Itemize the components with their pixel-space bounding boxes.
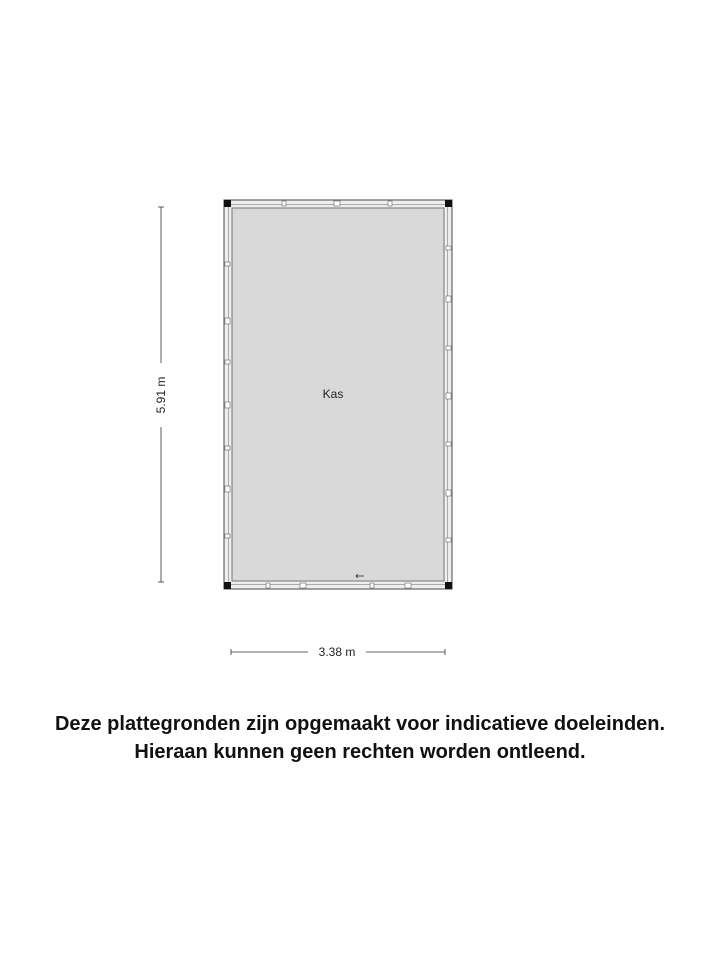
wall-mullion bbox=[446, 346, 451, 350]
wall-mullion bbox=[282, 201, 286, 206]
disclaimer-line-2: Hieraan kunnen geen rechten worden ontleend. bbox=[134, 741, 586, 763]
disclaimer-line-1: Deze plattegronden zijn opgemaakt voor indicatieve doeleinden. bbox=[54, 713, 666, 735]
wall-mullion bbox=[300, 583, 306, 588]
wall-mullion bbox=[334, 201, 340, 206]
wall-mullion bbox=[446, 490, 451, 496]
wall-mullion bbox=[388, 201, 392, 206]
wall-mullion bbox=[225, 262, 230, 266]
wall-mullion bbox=[225, 534, 230, 538]
height-dimension-label: 5.91 m bbox=[154, 376, 168, 414]
wall-mullion bbox=[225, 446, 230, 450]
width-dimension-label: 3.38 m bbox=[318, 645, 356, 659]
wall-mullion bbox=[225, 360, 230, 364]
width-dimension bbox=[231, 645, 445, 659]
wall-mullion bbox=[266, 583, 270, 588]
corner-post-bottom-left bbox=[224, 582, 231, 589]
wall-mullion bbox=[370, 583, 374, 588]
wall-mullion bbox=[446, 246, 451, 250]
height-dimension bbox=[154, 207, 168, 582]
wall-mullion bbox=[446, 296, 451, 302]
wall-mullion bbox=[225, 402, 230, 408]
wall-mullion bbox=[446, 442, 451, 446]
wall-mullion bbox=[446, 393, 451, 399]
corner-post-top-left bbox=[224, 200, 231, 207]
wall-mullion bbox=[225, 486, 230, 492]
corner-post-top-right bbox=[445, 200, 452, 207]
corner-post-bottom-right bbox=[445, 582, 452, 589]
wall-mullion bbox=[446, 538, 451, 542]
wall-mullion bbox=[405, 583, 411, 588]
room-label: Kas bbox=[322, 387, 344, 401]
wall-mullion bbox=[225, 318, 230, 324]
